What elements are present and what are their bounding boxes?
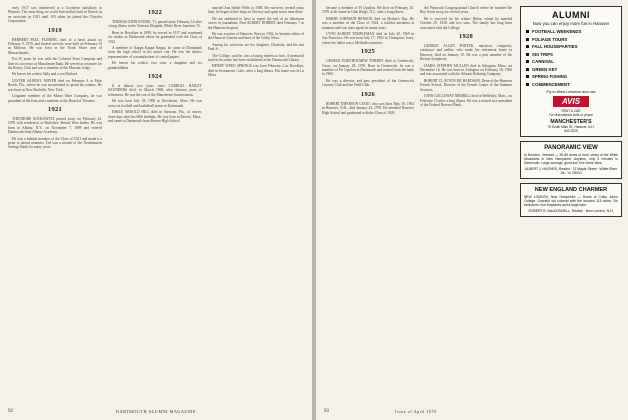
alumni-ad — [520, 6, 622, 137]
bullet-icon — [526, 53, 529, 56]
nec-ad-title: NEW ENGLAND CHARMER — [534, 186, 608, 193]
alumni-ad-item: SKI TRIPS — [526, 52, 618, 57]
panoramic-ad-contact: ALBERT J. HUGHES, Realtor · 11 Maple Street · White River Jct., Vt. 05001 — [524, 166, 618, 175]
alumni-ad-subtitle: Now you can enjoy more fun in Hanover — [532, 21, 610, 26]
obituary-paragraph: THEODORE SOCKOWITZ passed away on February 24, 1970 with residences at Berkshire, British West Indies. He was born in Albany, N.Y., on November 7, 1898 and entered Dartmouth from Albany Academy. — [8, 116, 102, 135]
page-number-right: 93 — [324, 409, 329, 414]
obituary-paragraph: Longtime member of the Morse Shoe Company, he was president of the firm and a member of the Board of Trustees. — [8, 94, 102, 103]
class-year-heading: 1921 — [47, 105, 63, 113]
obituary-paragraph: He leaves his widow, two sons, a daughter and six grandchildren. — [108, 61, 202, 70]
right-column-1 — [322, 6, 414, 117]
avis-logo: AVIS — [553, 96, 589, 107]
obituary-paragraph: JOHN GALLOWAY MERRILL died in Wellesley, Mass., on February 13 after a long illness. He was a retired vice-president of the Federal Reserve Bank. — [420, 94, 512, 107]
nec-ad-contact: ROBERT B. MacDONNELL, Realtor · New London, N.H. — [528, 208, 614, 213]
left-column-3 — [208, 6, 304, 80]
bullet-icon — [526, 75, 529, 78]
class-year-heading: 1926 — [360, 90, 376, 98]
dealer-phone: 643-3225 — [564, 128, 578, 133]
obituary-paragraph: HERBERT PAUL FLEMING died of a heart attack on February 9, 1970, and funeral services were held on February 13 in Melrose. He was born in the North Shore area of Massachusetts. — [8, 37, 102, 55]
obituary-paragraph: early 1917 was transferred to a Goodyear subsidiary in Phoenix. The same thing we could find and his back in Detroit as an associate in 1921 until 193 when he joined the Chrysler Corporation. — [8, 6, 102, 24]
obituary-paragraph: Born in Brooklyn in 1899, he served in 1917 and continued his studies at Dartmouth where he graduated with the Class of 1922. — [108, 30, 202, 44]
obituary-paragraph: He leaves his widow Sally and a son Richard. — [12, 72, 78, 77]
left-column-1 — [8, 6, 102, 152]
obituary-paragraph: JAMES STEPHEN MULLEN died in Arlington, Mass., on December 16. He was born in Arlington on February 18, 1906 and was associated with the Atlantic Refining Company. — [420, 63, 512, 77]
obituary-paragraph: He was a native of Hanover. Born in 1902, he became editor of the Hanover Gazette and later of the Valley News. — [208, 32, 304, 41]
alumni-ad-item: FOLIAGE TOURS — [526, 37, 618, 42]
obituary-paragraph: He was born July 18, 1900 in Dorchester, Mass. He was active in football and basketball teams at Dartmouth. — [108, 99, 202, 108]
obituary-paragraph: ROBERT EMERSON GOOD, who was born May 30, 1904 in Hanover, N.H., died January 24, 1970. He attended Hanover High School and graduated with the Class of 1926. — [322, 101, 414, 115]
obituary-paragraph: He was a faithful member of the Class of 1921 and made it a point to attend reunions. Ted was a trustee of the Northeastern Savings Bank for many years. — [8, 136, 102, 150]
alumni-ad-item: CARNIVAL — [526, 59, 618, 64]
dealer-name: MANCHESTER'S — [550, 118, 592, 125]
left-page — [0, 0, 312, 420]
obituary-paragraph: HARRY JOHNSON BENSON died on Mother's Day. He was a member of the Class of 1924, a faithful attendant at reunions and was class agent for many years. — [322, 16, 414, 30]
avis-reservation-note: For reservations write or phone — [548, 112, 594, 117]
bullet-icon — [526, 68, 529, 71]
class-year-heading: 1924 — [147, 73, 163, 81]
obituary-paragraph: the Plymouth Congregational Church where he founded the Boy Scout troop for several years. — [420, 6, 512, 15]
alumni-ad-footer: Fly to West Lebanon and use — [546, 89, 596, 94]
alumni-ad-title: ALUMNI — [552, 10, 590, 20]
avis-logo-subtitle: RENT A CAR — [561, 108, 581, 113]
bullet-icon — [526, 38, 529, 41]
obituary-paragraph: THOMAS JOHN BYRNE, 71, passed away February 14 after a long illness in the Veterans Hospital, White River Junction, Vt. — [108, 20, 202, 29]
obituary-paragraph: Among his survivors are his daughter, Charlotte, and his son Paul Jr. — [208, 42, 304, 52]
obituary-paragraph: married Ann Sahler Wells in 1948. She survives, several years later, he began to hire ships in Norway and spent much time there. — [208, 6, 304, 15]
right-column-2 — [420, 6, 512, 109]
bullet-icon — [526, 83, 529, 86]
bullet-icon — [526, 45, 529, 48]
issue-footer: Issue of April 1970 — [395, 409, 437, 414]
obituary-paragraph: became a member of Pi Upsilon. He died on February 20, 1970 at his home in Glen Ridge, N.J., after a long illness. — [322, 6, 414, 15]
obituary-paragraph: LYNN ALBERT TEMPLEMAN died on July 20, 1969 in San Francisco. He was born July 17, 1902 in Thompson, Iowa, where his father was a Methodist minister. — [322, 32, 414, 45]
obituary-paragraph: GEORGE ALLEN PORTER, musician, composer, conductor and author, who made his retirement home in Hanover, died on January 10. He was a past member of the Boston Symphony. — [420, 44, 512, 62]
obituary-paragraph: EMILE ARNOLD HILL died in Sarasota, Fla., of cancer, three days after his 68th birthday. He was born in Revere, Mass., and came to Dartmouth from Revere High School. — [108, 110, 202, 123]
alumni-ad-item: GREEN KEY — [526, 67, 618, 72]
obituary-paragraph: For 35 years he was with the Colonial Trust Company and later its successor at Manchester Bank. He served as treasurer for the Rotary Club and was a member of the Masonic lodge. — [8, 57, 102, 71]
obituary-paragraph: The College, said he, was a lasting interest to him. A memorial fund in his name has been established at the Dartmouth Library. — [208, 53, 304, 63]
obituary-paragraph: He is survived by his widow Helen, whom he married October 29, 1928, and two sons. The family has long been associated with the College. — [420, 16, 512, 30]
alumni-ad-item: COMMENCEMENT — [526, 82, 618, 87]
left-column-2 — [108, 6, 202, 125]
class-year-heading: 1925 — [360, 48, 376, 56]
page-number-left: 92 — [8, 409, 13, 414]
obituary-paragraph: HENRY WEED SPRINGS was born February 2 in Brooklyn, died in Grossmont, Calif., after a long illness. His home was in La Mesa. — [208, 64, 304, 78]
obituary-paragraph: He was a director and past president of the Greenwich Country Club and the Field Club. — [322, 78, 414, 88]
bullet-icon — [526, 60, 529, 63]
panoramic-ad-title: PANORAMIC VIEW — [544, 144, 598, 151]
obituary-paragraph: ROBERT CLAYTON RICHARDSON, Dean of the Hanover French School, Director of the French Center of the Summer Sessions. — [420, 78, 512, 92]
obituary-paragraph: GEORGE BARTHOLMEW TORREY died at Greenwich, Conn., on January 28, 1970. Born in Greenwich, he was a member of Psi Upsilon at Dartmouth and retired from the bank in 1965. — [322, 59, 414, 77]
class-year-heading: 1919 — [47, 26, 63, 34]
nec-ad-body: NEW LONDON, New Hampshire — Home of Colby Junior College. Graceful old colonial with the wooded 115 acres. Six bedrooms, four fireplaces and a large barn. — [524, 194, 618, 207]
obituary-paragraph: We are saddened to have to report the end of an illustrious career in journalism. Paul ALBERT ROBERT died February 7 in the Hanover hospital. — [208, 16, 304, 30]
class-year-heading: 1922 — [147, 9, 163, 16]
obituary-paragraph: LESTER SAMUEL MAYER died on February 4 at Palm Beach, Fla., where he was accustomed to spend his winters. He was born in New Rochelle, New York. — [8, 78, 102, 92]
bullet-icon — [526, 30, 529, 33]
panoramic-ad-body: In Norwich, Vermont — 50-60 acres of land, views of the White Mountains in New Hampshire. Anytime, only 5 minutes to Dartmouth. Large acreage, good soil, fine home sites. — [524, 152, 618, 165]
advertisement-column — [520, 6, 622, 410]
new-england-charmer-ad — [520, 183, 622, 217]
alumni-ad-item: FOOTBALL WEEKENDS — [526, 29, 618, 34]
obituary-paragraph: It is almost two years since CARROLL BAILEY SAUNDERS died, in March 1968, after thirteen years of retirement. He was the son of the Manchester businessman. — [108, 84, 202, 97]
magazine-footer: DARTMOUTH ALUMNI MAGAZINE — [116, 409, 196, 414]
obituary-paragraph: A member of Kappa Kappa Kappa, he came to Dartmouth from the high school in his native city. He was the district representative of a manufacturer of coated papers. — [108, 46, 202, 59]
alumni-ad-item: FALL HOUSEPARTIES — [526, 44, 618, 49]
alumni-ad-item: SPRING FISHING — [526, 74, 618, 79]
dealer-address: 75 South Main St., Hanover, N.H. — [547, 124, 595, 129]
panoramic-view-ad — [520, 141, 622, 179]
class-year-heading: 1928 — [458, 33, 474, 41]
